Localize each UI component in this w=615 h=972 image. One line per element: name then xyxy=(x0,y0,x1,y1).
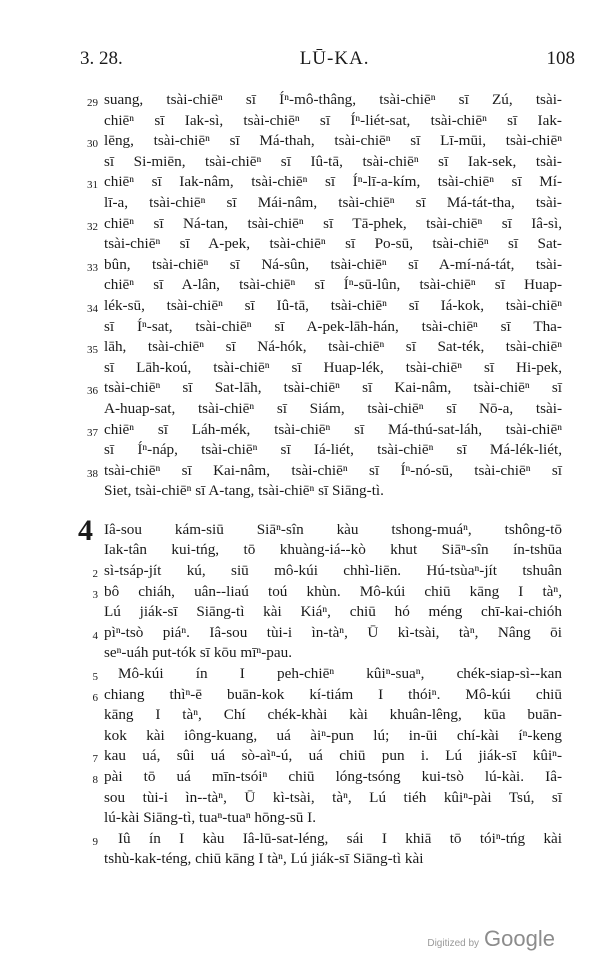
text-line xyxy=(87,337,562,358)
verse-text: chiēⁿ sī Láh-mék, tsài-chiēⁿ sī Má-thú-sat-láh, tsài-chiēⁿ xyxy=(104,420,562,438)
verse-number: 34 xyxy=(87,302,98,315)
verse-text: tshù-kak-téng, chiū kāng I tàⁿ, Lú jiák-sī Siāng-tì kài xyxy=(104,850,424,868)
text-line xyxy=(104,234,562,255)
verse-text: lēng, tsài-chiēⁿ sī Má-thah, tsài-chiēⁿ sī Lī-mūi, tsài-chiēⁿ xyxy=(104,132,562,150)
text-line xyxy=(104,275,562,296)
verse-number: 6 xyxy=(92,691,98,704)
verse-text: sī Lāh-koú, tsài-chiēⁿ sī Huap-lék, tsài-chiēⁿ sī Hi-pek, xyxy=(104,358,562,376)
page-number: 108 xyxy=(546,48,575,69)
verse-number: 38 xyxy=(87,467,98,480)
verse-text: kāng I tàⁿ, Chí chék-khài kài khuân-lêng, kūa buān- xyxy=(104,706,562,724)
verse-number: 8 xyxy=(92,774,98,786)
text-line xyxy=(87,172,562,193)
text-line xyxy=(87,420,562,441)
text-line xyxy=(87,131,562,152)
section-chapter-4 xyxy=(78,513,562,870)
verse-text: suang, tsài-chiēⁿ sī Íⁿ-mô-thâng, tsài-chiēⁿ sī Zú, tsài- xyxy=(104,91,562,108)
verse-text: chiang thìⁿ-ē buān-kok kí-tiám I thóiⁿ. Mô-kúi chiū xyxy=(104,685,562,703)
verse-number: 9 xyxy=(92,835,98,848)
verse-text: tsài-chiēⁿ sī Sat-lāh, tsài-chiēⁿ sī Kai-nâm, tsài-chiēⁿ sī xyxy=(104,379,562,397)
verse-number: 30 xyxy=(87,138,98,151)
verse-number: 29 xyxy=(87,97,98,109)
verse-text: kok kài iông-kuang, uá àiⁿ-pun lú; in-ūi chí-kài íⁿ-keng xyxy=(104,726,562,744)
text-line xyxy=(104,726,562,747)
text-line xyxy=(104,358,562,379)
text-line xyxy=(104,643,562,664)
verse-text: chiēⁿ sī Iak-sì, tsài-chiēⁿ sī Íⁿ-liét-sat, tsài-chiēⁿ sī Iak- xyxy=(104,111,562,129)
verse-number: 33 xyxy=(87,261,98,274)
verse-text: Iû ín I kàu Iâ-lū-sat-léng, sái I khiā tō tóiⁿ-tńg kài xyxy=(118,829,562,847)
book-title: LŪ-KA. xyxy=(299,48,370,69)
verse-text: chiēⁿ sī Ná-tan, tsài-chiēⁿ sī Tā-phek, tsài-chiēⁿ sī Iâ-sì, xyxy=(104,214,562,232)
verse-number: 32 xyxy=(87,220,98,233)
verse-text: Siet, tsài-chiēⁿ sī A-tang, tsài-chiēⁿ sī Siāng-tì. xyxy=(104,482,384,500)
verse-text: chiēⁿ sī A-lân, tsài-chiēⁿ sī Íⁿ-sū-lûn, tsài-chiēⁿ sī Huap- xyxy=(104,276,562,294)
text-line xyxy=(87,90,562,111)
verse-text: bûn, tsài-chiēⁿ sī Ná-sûn, tsài-chiēⁿ sī A-mí-ná-tát, tsài- xyxy=(104,255,562,273)
page-body xyxy=(78,90,562,870)
text-line xyxy=(104,399,562,420)
verse-number: 5 xyxy=(92,671,98,684)
text-line xyxy=(104,705,562,726)
verse-text: tsài-chiēⁿ sī A-pek, tsài-chiēⁿ sī Po-sū, tsài-chiēⁿ sī Sat- xyxy=(104,235,562,253)
verse-number: 2 xyxy=(92,568,98,581)
verse-text: Mô-kúi ín I peh-chiēⁿ kûiⁿ-suaⁿ, chék-siap-sì--kan xyxy=(118,665,562,683)
verse-number: 3 xyxy=(92,588,98,601)
verse-text: seⁿ-uáh put-tók sī kōu mīⁿ-pau. xyxy=(104,644,292,662)
text-line xyxy=(92,685,562,706)
section-chapter-3 xyxy=(87,90,562,502)
verse-text: sī Íⁿ-sat, tsài-chiēⁿ sī A-pek-lāh-hán, tsài-chiēⁿ sī Tha- xyxy=(104,317,562,335)
digitization-watermark xyxy=(427,926,555,952)
verse-text: Iak-tân kui-tńg, tō khuàng-iá--kò khut Siāⁿ-sîn ín-tshūa xyxy=(104,541,562,559)
verse-text: chiēⁿ sī Iak-nâm, tsài-chiēⁿ sī Íⁿ-lī-a-kím, tsài-chiēⁿ sī Mí- xyxy=(104,173,562,191)
page-header xyxy=(80,48,575,78)
verse-text: kau uá, sûi uá sò-aìⁿ-ú, uá chiū pun i. Lú jiák-sī kûiⁿ- xyxy=(104,747,562,765)
verse-number: 37 xyxy=(87,426,98,439)
verse-text: pài tō uá mīn-tsóiⁿ chiū lóng-tsóng kui-tsò lú-kài. Iâ- xyxy=(104,768,562,785)
text-line xyxy=(104,808,562,829)
verse-text: sī Íⁿ-náp, tsài-chiēⁿ sī Iá-liét, tsài-chiēⁿ sī Má-lék-liét, xyxy=(104,441,562,459)
text-line xyxy=(104,520,562,541)
text-line xyxy=(87,461,562,482)
verse-text: lék-sū, tsài-chiēⁿ sī Iû-tā, tsài-chiēⁿ sī Iá-kok, tsài-chiēⁿ xyxy=(104,296,562,314)
text-line xyxy=(104,540,562,561)
verse-number: 31 xyxy=(87,179,98,192)
verse-text: Iâ-sou kám-siū Siāⁿ-sîn kàu tshong-muáⁿ, tshông-tō xyxy=(104,520,562,538)
verse-text: A-huap-sat, tsài-chiēⁿ sī Siám, tsài-chiēⁿ sī Nō-a, tsài- xyxy=(104,399,562,417)
digitized-by-label: Digitized by xyxy=(427,938,480,949)
text-line xyxy=(87,255,562,276)
text-line xyxy=(92,746,562,767)
chapter-verse-ref: 3. 28. xyxy=(80,48,123,69)
text-line xyxy=(92,664,562,685)
google-logo: Google xyxy=(484,926,555,951)
verse-text: Lú jiák-sī Siāng-tì kài Kiáⁿ, chiū hó méng chī-kai-chióh xyxy=(104,603,562,621)
text-line xyxy=(92,829,562,850)
verse-text: sou tùi-i ìn--tàⁿ, Ū kì-tsài, tàⁿ, Lú tiéh kûiⁿ-pài Tsú, sī xyxy=(104,788,562,806)
text-line xyxy=(104,317,562,338)
text-line xyxy=(104,111,562,132)
verse-number: 4 xyxy=(92,629,98,642)
verse-text: sì-tsáp-jít kú, siū mô-kúi chhì-liēn. Hú-tsùaⁿ-jít tshuân xyxy=(104,562,562,580)
text-line xyxy=(104,602,562,623)
verse-text: lú-kài Siāng-tì, tuaⁿ-tuaⁿ hōng-sū I. xyxy=(104,809,317,827)
text-line xyxy=(92,623,562,644)
verse-number: 35 xyxy=(87,344,98,357)
verse-text: tsài-chiēⁿ sī Kai-nâm, tsài-chiēⁿ sī Íⁿ-nó-sū, tsài-chiēⁿ sī xyxy=(104,461,562,479)
text-line xyxy=(92,582,562,603)
chapter-gap xyxy=(104,502,562,520)
text-line xyxy=(104,788,562,809)
text-line xyxy=(104,193,562,214)
text-line xyxy=(87,296,562,317)
verse-text: sī Si-miēn, tsài-chiēⁿ sī Iû-tā, tsài-chiēⁿ sī Iak-sek, tsài- xyxy=(104,152,562,170)
verse-number: 36 xyxy=(87,385,98,398)
text-line xyxy=(92,561,562,582)
verse-number: 7 xyxy=(92,753,98,766)
chapter-number: 4 xyxy=(78,513,93,547)
text-line xyxy=(87,214,562,235)
text-line xyxy=(104,152,562,173)
text-line xyxy=(87,378,562,399)
text-line xyxy=(104,849,562,870)
verse-text: lāh, tsài-chiēⁿ sī Ná-hók, tsài-chiēⁿ sī Sat-ték, tsài-chiēⁿ xyxy=(104,338,562,356)
text-line xyxy=(104,440,562,461)
verse-text: lī-a, tsài-chiēⁿ sī Mái-nâm, tsài-chiēⁿ sī Má-tát-tha, tsài- xyxy=(104,193,562,211)
verse-text: bô chiáh, uân--liaú toú khùn. Mô-kúi chiū kāng I tàⁿ, xyxy=(104,582,562,600)
text-line xyxy=(92,767,562,788)
verse-text: pìⁿ-tsò piáⁿ. Iâ-sou tùi-i ìn-tàⁿ, Ū kì-tsài, tàⁿ, Nâng ōi xyxy=(104,623,562,641)
text-line xyxy=(104,481,562,502)
